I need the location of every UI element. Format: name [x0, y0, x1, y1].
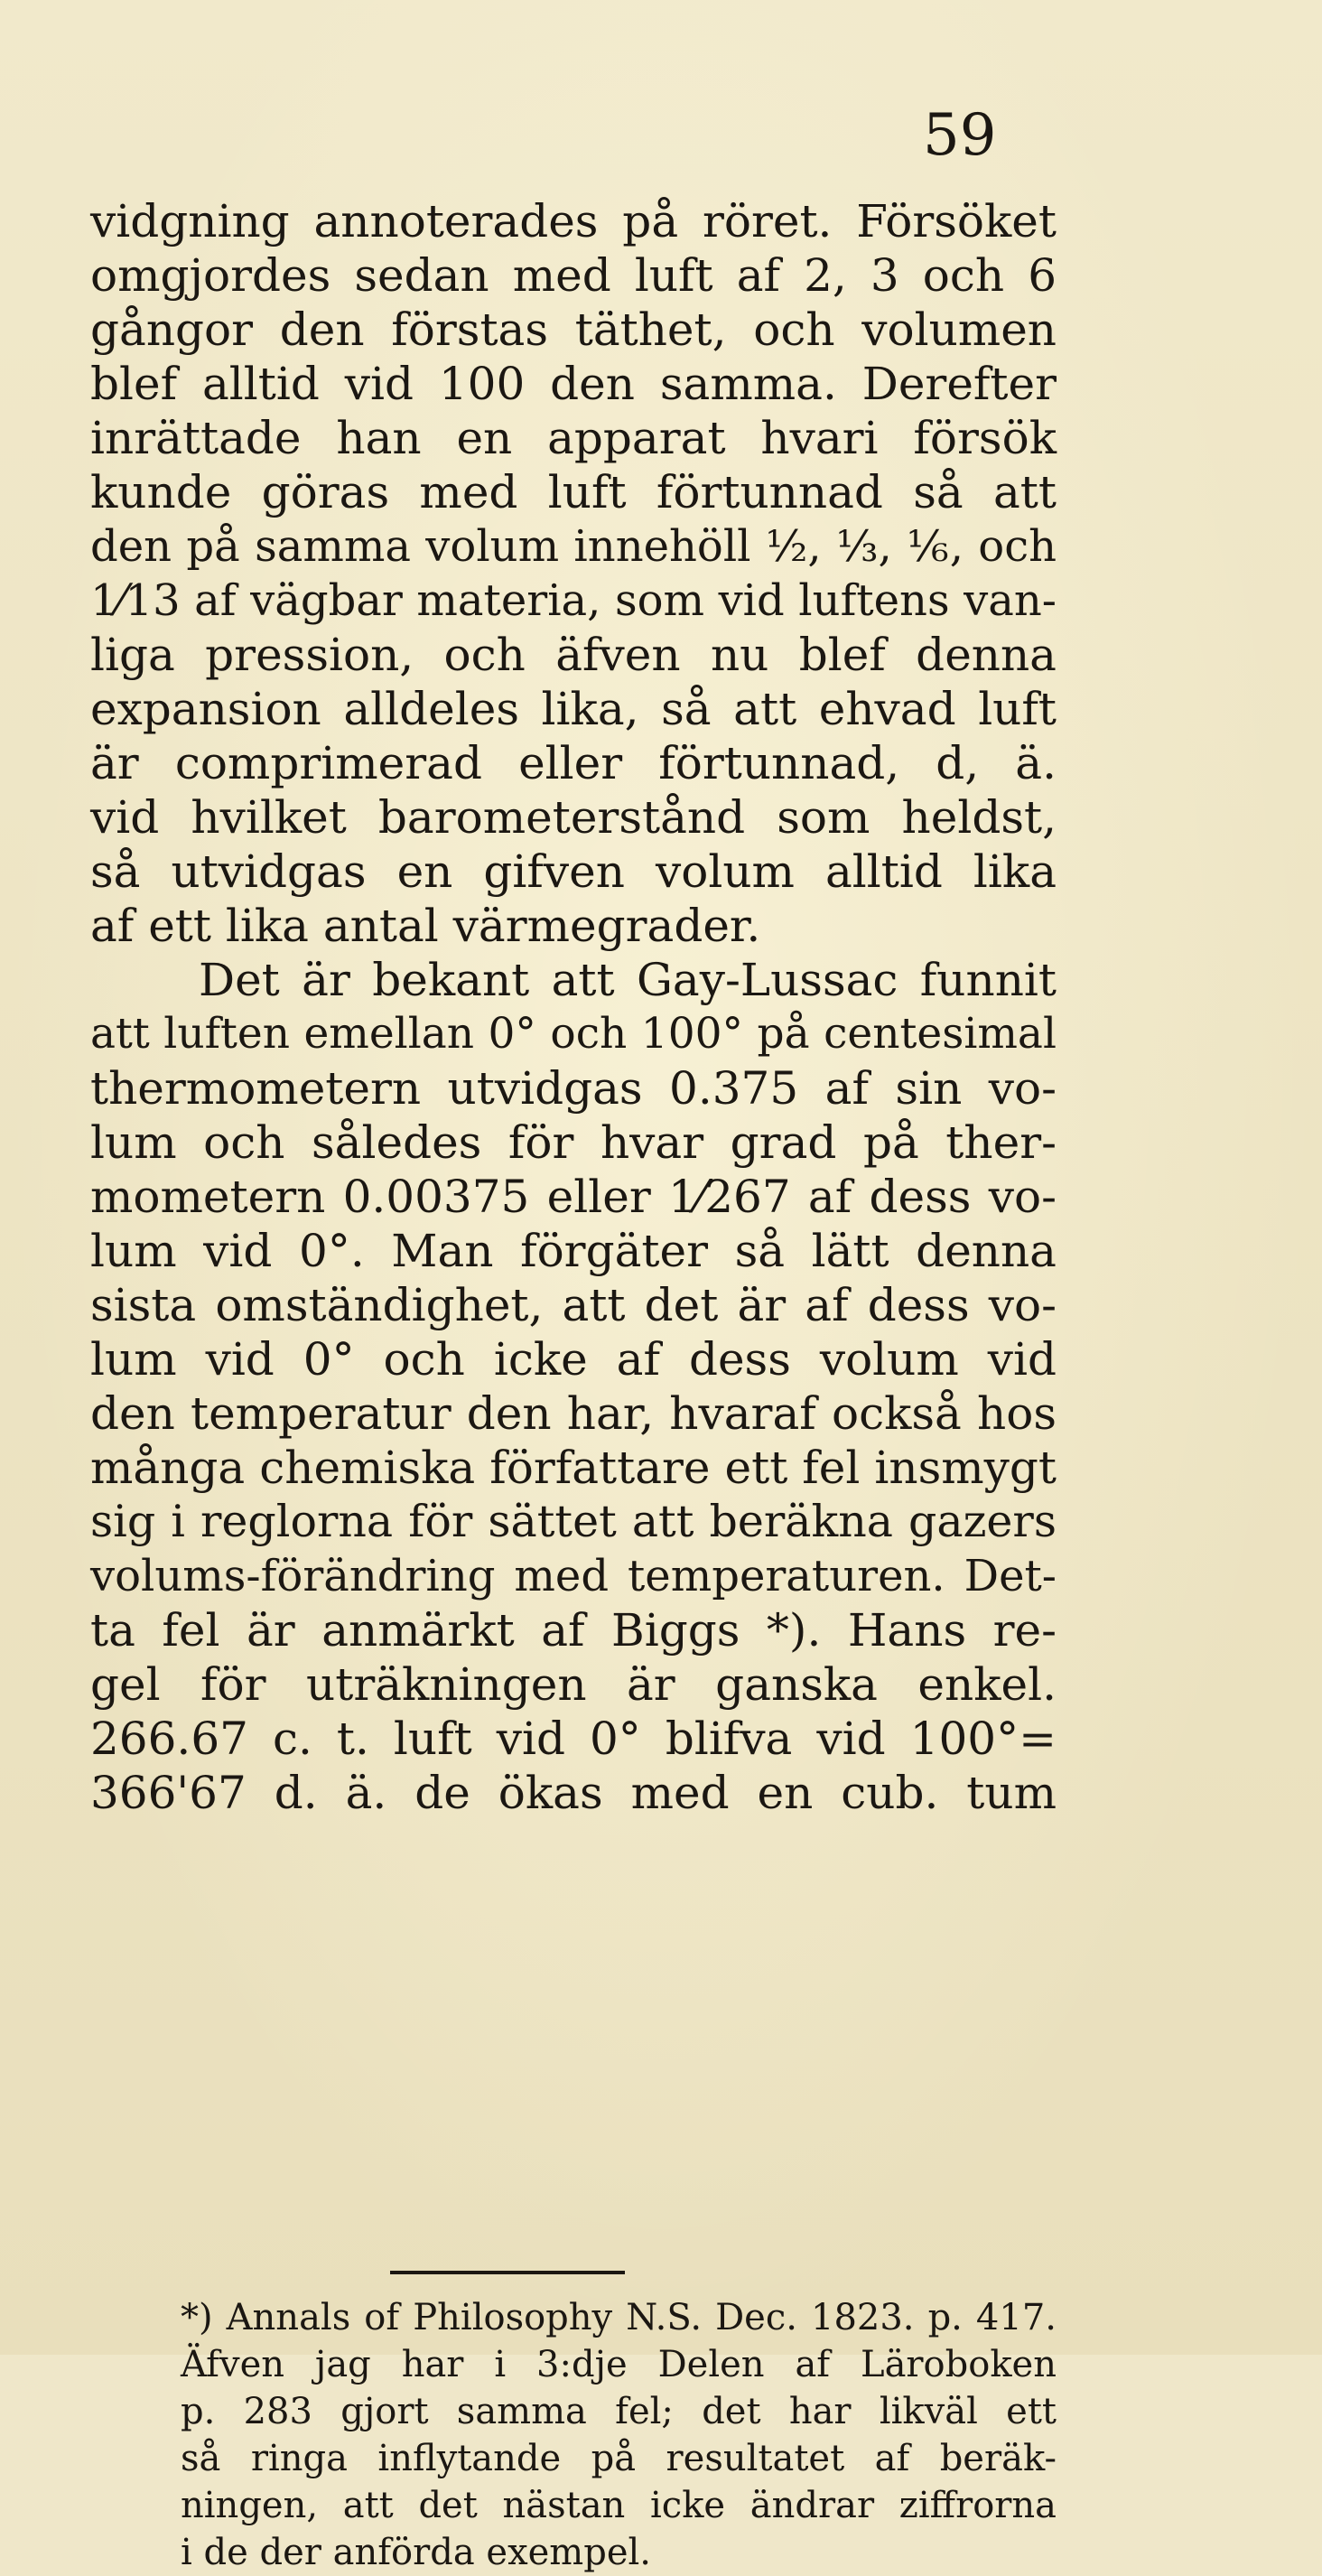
- body-text: [90, 194, 1057, 1820]
- text-line: expansion alldeles lika, så att ehvad luft: [90, 683, 1057, 735]
- footnote-line: ningen, att det nästan icke ändrar ziffrorna: [181, 2485, 1057, 2526]
- text-line: många chemiska författare ett fel insmygt: [90, 1442, 1057, 1494]
- text-line: att luften emellan 0° och 100° på centesimal: [90, 1009, 1057, 1059]
- footnote-line: *) Annals of Philosophy N.S. Dec. 1823. p. 417.: [181, 2297, 1057, 2338]
- text-line: omgjordes sedan med luft af 2, 3 och 6: [90, 249, 1057, 302]
- text-line: thermometern utvidgas 0.375 af sin vo-: [90, 1062, 1057, 1115]
- text-line: af ett lika antal värmegrader.: [90, 900, 761, 952]
- footnote-line: Äfven jag har i 3:dje Delen af Läroboken: [181, 2344, 1057, 2385]
- footnote: [181, 2294, 1057, 2576]
- paragraph-first-line: Det är bekant att Gay-Lussac funnit: [199, 954, 1057, 1006]
- footnote-line: i de der anförda exempel.: [181, 2532, 652, 2573]
- page-number: 59: [923, 102, 997, 169]
- text-line: 366'67 d. ä. de ökas med en cub. tum: [90, 1767, 1057, 1819]
- text-line: liga pression, och äfven nu blef denna: [90, 629, 1057, 681]
- text-line: så utvidgas en gifven volum alltid lika: [90, 845, 1057, 898]
- text-line: lum vid 0°. Man förgäter så lätt denna: [90, 1225, 1057, 1277]
- text-line: lum och således för hvar grad på ther-: [90, 1116, 1057, 1169]
- text-line: 1⁄13 af vägbar materia, som vid luftens van-: [90, 575, 1057, 626]
- text-line: blef alltid vid 100 den samma. Derefter: [90, 358, 1057, 410]
- text-line: ta fel är anmärkt af Biggs *). Hans re-: [90, 1604, 1057, 1657]
- text-line: kunde göras med luft förtunnad så att: [90, 466, 1057, 518]
- footnote-line: p. 283 gjort samma fel; det har likväl ett: [181, 2391, 1057, 2432]
- text-line: den temperatur den har, hvaraf också hos: [90, 1387, 1057, 1440]
- text-line: volums-förändring med temperaturen. Det-: [90, 1551, 1057, 1601]
- text-line: är comprimerad eller förtunnad, d, ä.: [90, 737, 1057, 789]
- text-line: sig i reglorna för sättet att beräkna gazers: [90, 1496, 1057, 1547]
- text-line: gångor den förstas täthet, och volumen: [90, 303, 1057, 356]
- text-line: inrättade han en apparat hvari försök: [90, 412, 1057, 464]
- text-line: mometern 0.00375 eller 1⁄267 af dess vo-: [90, 1171, 1057, 1223]
- text-line: sista omständighet, att det är af dess vo-: [90, 1279, 1057, 1331]
- text-line: lum vid 0° och icke af dess volum vid: [90, 1333, 1057, 1386]
- text-line: den på samma volum innehöll ½, ⅓, ⅙, och: [90, 521, 1057, 572]
- footnote-line: så ringa inflytande på resultatet af beräk-: [181, 2438, 1057, 2479]
- text-line: gel för uträkningen är ganska enkel.: [90, 1658, 1057, 1711]
- text-line: vidgning annoterades på röret. Försöket: [90, 195, 1057, 247]
- text-line: 266.67 c. t. luft vid 0° blifva vid 100°=: [90, 1713, 1057, 1765]
- footnote-divider: [390, 2271, 625, 2274]
- text-line: vid hvilket barometerstånd som heldst,: [90, 791, 1057, 844]
